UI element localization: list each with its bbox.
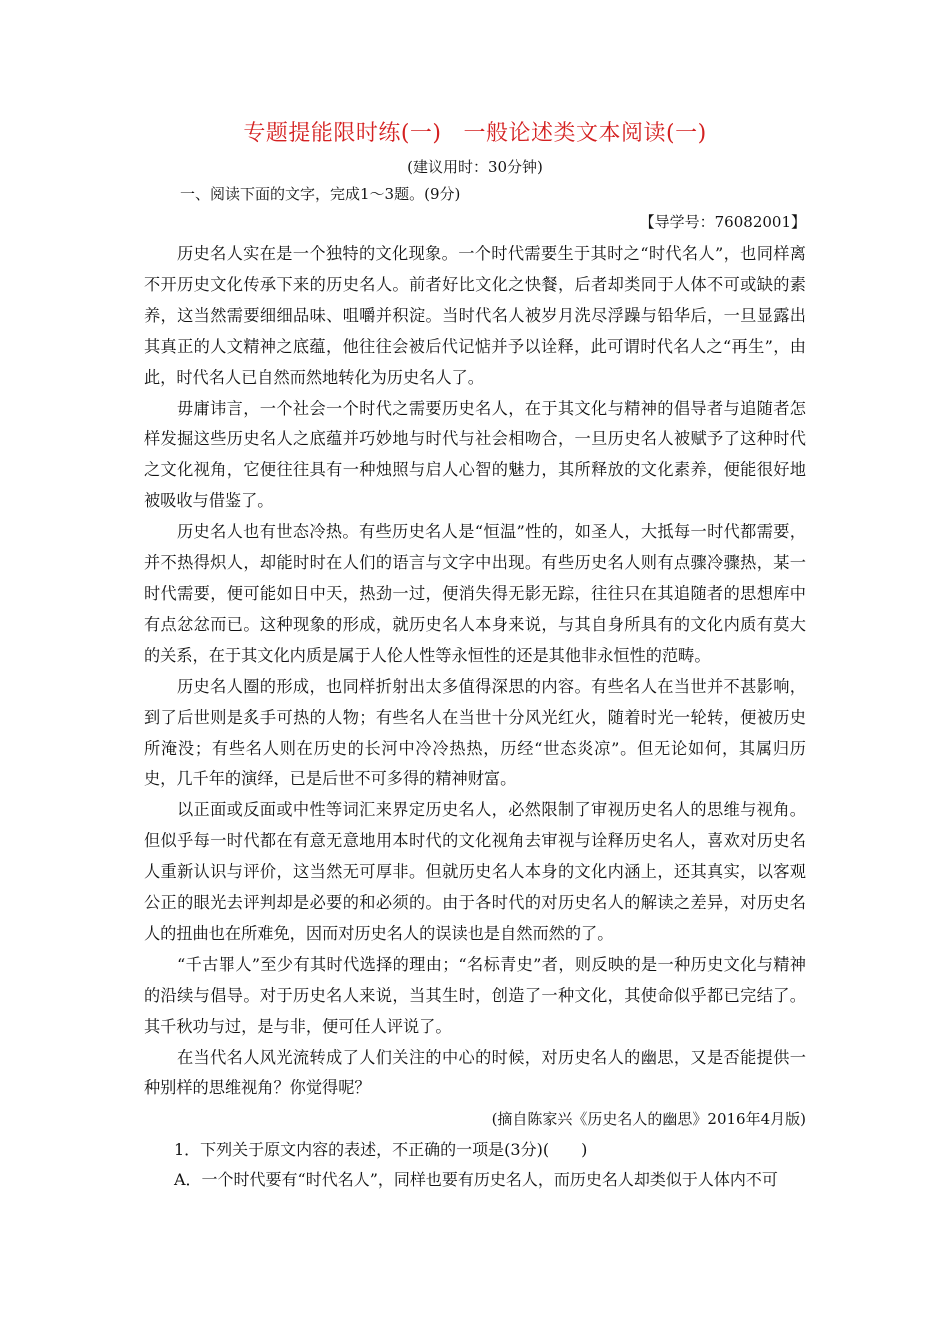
paragraph-2: 毋庸讳言，一个社会一个时代之需要历史名人，在于其文化与精神的倡导者与追随者怎样发掘这些历史名人之底蕴并巧妙地与时代与社会相吻合，一旦历史名人被赋予了这种时代之文化视角，它便往往具有一种烛照与启人心智的魅力，其所释放的文化素养，便能很好地被吸收与借鉴了。 (144, 398, 806, 511)
title-sub: 一般论述类文本阅读(一) (463, 121, 707, 146)
page-title (144, 118, 806, 150)
article-body (144, 239, 806, 1104)
paragraph-3: 历史名人也有世态冷热。有些历史名人是“恒温”性的，如圣人，大抵每一时代都需要，并不热得炽人，却能时时在人们的语言与文字中出现。有些历史名人则有点骤冷骤热，某一时代需要，便可能如日中天，热劲一过，便消失得无影无踪，往往只在其追随者的思想库中有点忿忿而已。这种现象的形成，就历史名人本身来说，与其自身所具有的文化内质有莫大的关系，在于其文化内质是属于人伦人性等永恒性的还是其他非永恒性的范畴。 (144, 522, 806, 665)
paragraph-1: 历史名人实在是一个独特的文化现象。一个时代需要生于其时之“时代名人”，也同样离不开历史文化传承下来的历史名人。前者好比文化之快餐，后者却类同于人体不可或缺的素养，这当然需要细细品味、咀嚼并积淀。当时代名人被岁月洗尽浮躁与铅华后，一旦显露出其真正的人文精神之底蕴，他往往会被后代记惦并予以诠释，此可谓时代名人之“再生”，由此，时代名人已自然而然地转化为历史名人了。 (144, 244, 806, 387)
paragraph-4: 历史名人圈的形成，也同样折射出太多值得深思的内容。有些名人在当世并不甚影响，到了后世则是炙手可热的人物；有些名人在当世十分风光红火，随着时光一轮转，便被历史所淹没；有些名人则在历史的长河中冷冷热热，历经“世态炎凉”。但无论如何，其属归历史，几千年的演绎，已是后世不可多得的精神财富。 (144, 676, 806, 789)
question-1: 1．下列关于原文内容的表述，不正确的一项是(3分)( ) (174, 1140, 588, 1160)
suggested-time: (建议用时：30分钟) (407, 158, 543, 176)
question-1-option-a: A．一个时代要有“时代名人”，同样也要有历史名人，而历史名人却类似于人体内不可 (174, 1170, 778, 1190)
title-main: 专题提能限时练(一) (243, 121, 442, 146)
source-citation: (摘自陈家兴《历史名人的幽思》2016年4月版) (491, 1110, 806, 1129)
paragraph-7: 在当代名人风光流转成了人们关注的中心的时候，对历史名人的幽思，又是否能提供一种别样的思维视角？你觉得呢？ (144, 1047, 806, 1098)
paragraph-5: 以正面或反面或中性等词汇来界定历史名人，必然限制了审视历史名人的思维与视角。但似乎每一时代都在有意无意地用本时代的文化视角去审视与诠释历史名人，喜欢对历史名人重新认识与评价，这当然无可厚非。但就历史名人本身的文化内涵上，还其真实，以客观公正的眼光去评判却是必要的和必须的。由于各时代的对历史名人的解读之差异，对历史名人的扭曲也在所难免，因而对历史名人的误读也是自然而然的了。 (144, 800, 806, 943)
section-heading: 一、阅读下面的文字，完成1～3题。(9分) (180, 185, 461, 203)
paragraph-6: “千古罪人”至少有其时代选择的理由；“名标青史”者，则反映的是一种历史文化与精神的沿续与倡导。对于历史名人来说，当其生时，创造了一种文化，其使命似乎都已完结了。其千秋功与过，是与非，便可任人评说了。 (144, 954, 806, 1036)
document-page (144, 118, 806, 1195)
guide-number: 【导学号：76082001】 (639, 213, 806, 231)
